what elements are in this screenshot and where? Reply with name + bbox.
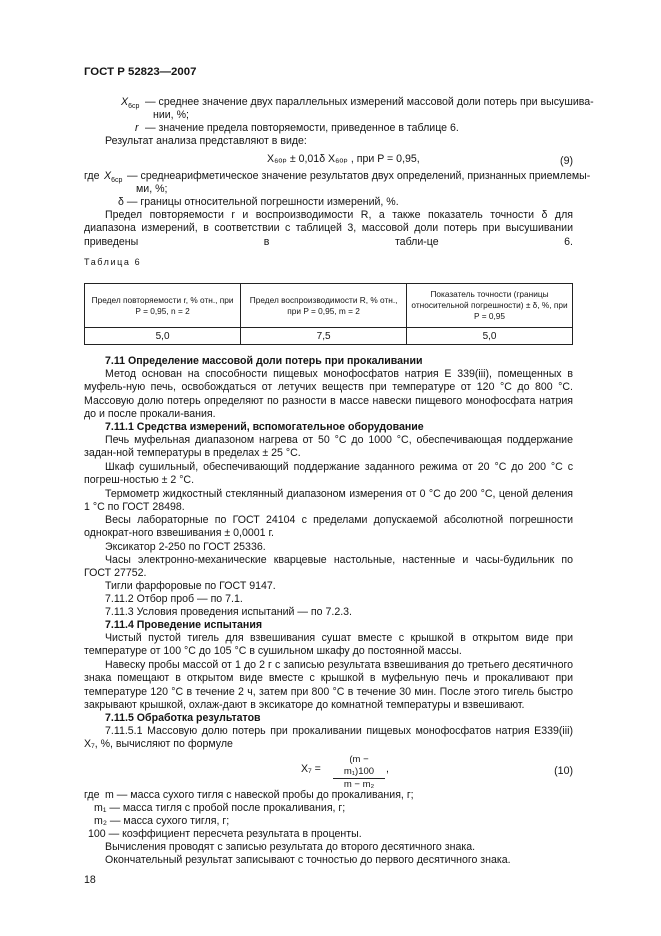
furnace-text: Печь муфельная диапазоном нагрева от 50 °С до 1000 °С, обеспечивающая поддержание задан-ной температуры в пределах ± 25 °С. xyxy=(84,434,573,460)
delta-definition: δ — границы относительной погрешности измерений, %. xyxy=(118,196,399,208)
r-symbol: r xyxy=(135,122,139,134)
m2-definition: m₂ — масса сухого тигля, г; xyxy=(94,815,230,827)
equation-9-number: (9) xyxy=(560,155,573,167)
table-6-value-cell: 7,5 xyxy=(241,328,407,345)
table-6-caption: Таблица 6 xyxy=(84,257,142,267)
equation-10-lhs: X₇ = xyxy=(301,763,321,775)
table-6-header-row xyxy=(85,284,573,328)
section-7-11-3: 7.11.3 Условия проведения испытаний — по 7.2.3. xyxy=(105,606,352,618)
calculation-note: Вычисления проводят с записью результата до второго десятичного знака. xyxy=(105,841,476,853)
m1-definition: m₁ — масса тигля с пробой после прокаливания, г; xyxy=(94,802,346,814)
equation-10-comma: , xyxy=(386,763,389,775)
section-7-11-title: 7.11 Определение массовой доли потерь при прокаливании xyxy=(105,355,423,367)
table-6 xyxy=(84,283,573,345)
eq9-where: где xyxy=(84,170,100,182)
eq9-x-definition-line2: ми, %; xyxy=(136,183,168,195)
page-number: 18 xyxy=(84,874,96,886)
coefficient-definition: 100 — коэффициент пересчета результата в проценты. xyxy=(88,828,362,840)
section-7-11-1-title: 7.11.1 Средства измерений, вспомогательное оборудование xyxy=(105,421,424,433)
x6cp-definition-line1: — среднее значение двух параллельных измерений массовой доли потерь при высушива- xyxy=(145,96,594,108)
section-7-11-4-title: 7.11.4 Проведение испытания xyxy=(105,619,263,631)
equation-10-fraction xyxy=(333,754,385,791)
drying-cabinet-text: Шкаф сушильный, обеспечивающий поддержание заданного режима от 20 °С до 200 °С с погреш-ностью ± 2 °С. xyxy=(84,461,573,487)
x6cp-definition-line2: нии, %; xyxy=(153,109,189,121)
equation-10-denominator: m − m₂ xyxy=(343,779,375,790)
table-6-header-cell: Показатель точности (границы относительной погрешности) ± δ, %, при P = 0,95 xyxy=(407,284,573,328)
section-7-11-4-p1: Чистый пустой тигель для взвешивания сушат вместе с крышкой в открытом виде при температуре от 100 °С до 105 °С в сушильном шкафу до постоянной массы. xyxy=(84,632,573,658)
table-6-header-cell: Предел воспроизводимости R, % отн., при P = 0,95, m = 2 xyxy=(241,284,407,328)
x6cp-symbol: $X_{6cp}$ xyxy=(121,96,140,110)
section-7-11-text: Метод основан на способности пищевых монофосфатов натрия Е 339(iii), помещенных в муфель-ную печь, освобождаться от летучих веществ при температуре от 120 °С до 800 °С. Массовую долю потерь определяют по разности в массе навески пищевого монофосфата натрия до и после прокали-вания. xyxy=(84,368,573,421)
document-header: ГОСТ Р 52823—2007 xyxy=(84,66,197,78)
equation-9: X₆ₒₚ ± 0,01δ X₆ₒₚ , при P = 0,95, xyxy=(267,153,420,165)
thermometer-text: Термометр жидкостный стеклянный диапазоном измерения от 0 °С до 200 °С, ценой деления 1 °С по ГОСТ 28498. xyxy=(84,488,573,514)
final-result-note: Окончательный результат записывают с точностью до первого десятичного знака. xyxy=(105,854,511,866)
m-definition: m — масса сухого тигля с навеской пробы до прокаливания, г; xyxy=(105,789,414,801)
table-6-value-row xyxy=(85,328,573,345)
r-definition: — значение предела повторяемости, приведенное в таблице 6. xyxy=(145,122,459,134)
clock-text: Часы электронно-механические кварцевые настольные, настенные и часы-будильник по ГОСТ 27752. xyxy=(84,554,573,580)
section-7-11-5-1-text: 7.11.5.1 Массовую долю потерь при прокаливании пищевых монофосфатов натрия Е339(iii) X₇, %, вычисляют по формуле xyxy=(84,725,573,751)
result-intro: Результат анализа представляют в виде: xyxy=(105,135,307,147)
limits-paragraph: Предел повторяемости r и воспроизводимости R, а также показатель точности δ для диапазона измерений, в соответствии с таблицей 3, массовой доли потерь при высушивании приведены в табли-це 6. xyxy=(84,209,573,248)
eq10-where: где xyxy=(84,789,100,801)
section-7-11-2: 7.11.2 Отбор проб — по 7.1. xyxy=(105,593,243,605)
section-7-11-4-p2: Навеску пробы массой от 1 до 2 г с записью результата взвешивания до третьего десятичного знака помещают в открытом виде вместе с крышкой в муфельную печь и прокаливают при температуре 120 °С в течение 2 ч, затем при 800 °С в течение 30 мин. После этого тигель быстро закрывают крышкой, охлаж-дают в эксикаторе до комнатной температуры и взвешивают. xyxy=(84,659,573,712)
section-7-11-5-title: 7.11.5 Обработка результатов xyxy=(105,712,261,724)
crucibles-text: Тигли фарфоровые по ГОСТ 9147. xyxy=(105,580,276,592)
eq9-x-symbol: $X_{6cp}$ xyxy=(104,170,123,184)
desiccator-text: Эксикатор 2-250 по ГОСТ 25336. xyxy=(105,541,266,553)
table-6-header-cell: Предел повторяемости r, % отн., при P = 0,95, n = 2 xyxy=(85,284,241,328)
table-6-value-cell: 5,0 xyxy=(407,328,573,345)
equation-10-number: (10) xyxy=(554,765,573,777)
scales-text: Весы лабораторные по ГОСТ 24104 с пределами допускаемой абсолютной погрешности однократ-ного взвешивания ± 0,0001 г. xyxy=(84,514,573,540)
equation-10-numerator: (m − m₁)100 xyxy=(333,754,385,779)
table-6-value-cell: 5,0 xyxy=(85,328,241,345)
eq9-x-definition-line1: — среднеарифметическое значение результатов двух определений, признанных приемлемы- xyxy=(127,170,591,182)
